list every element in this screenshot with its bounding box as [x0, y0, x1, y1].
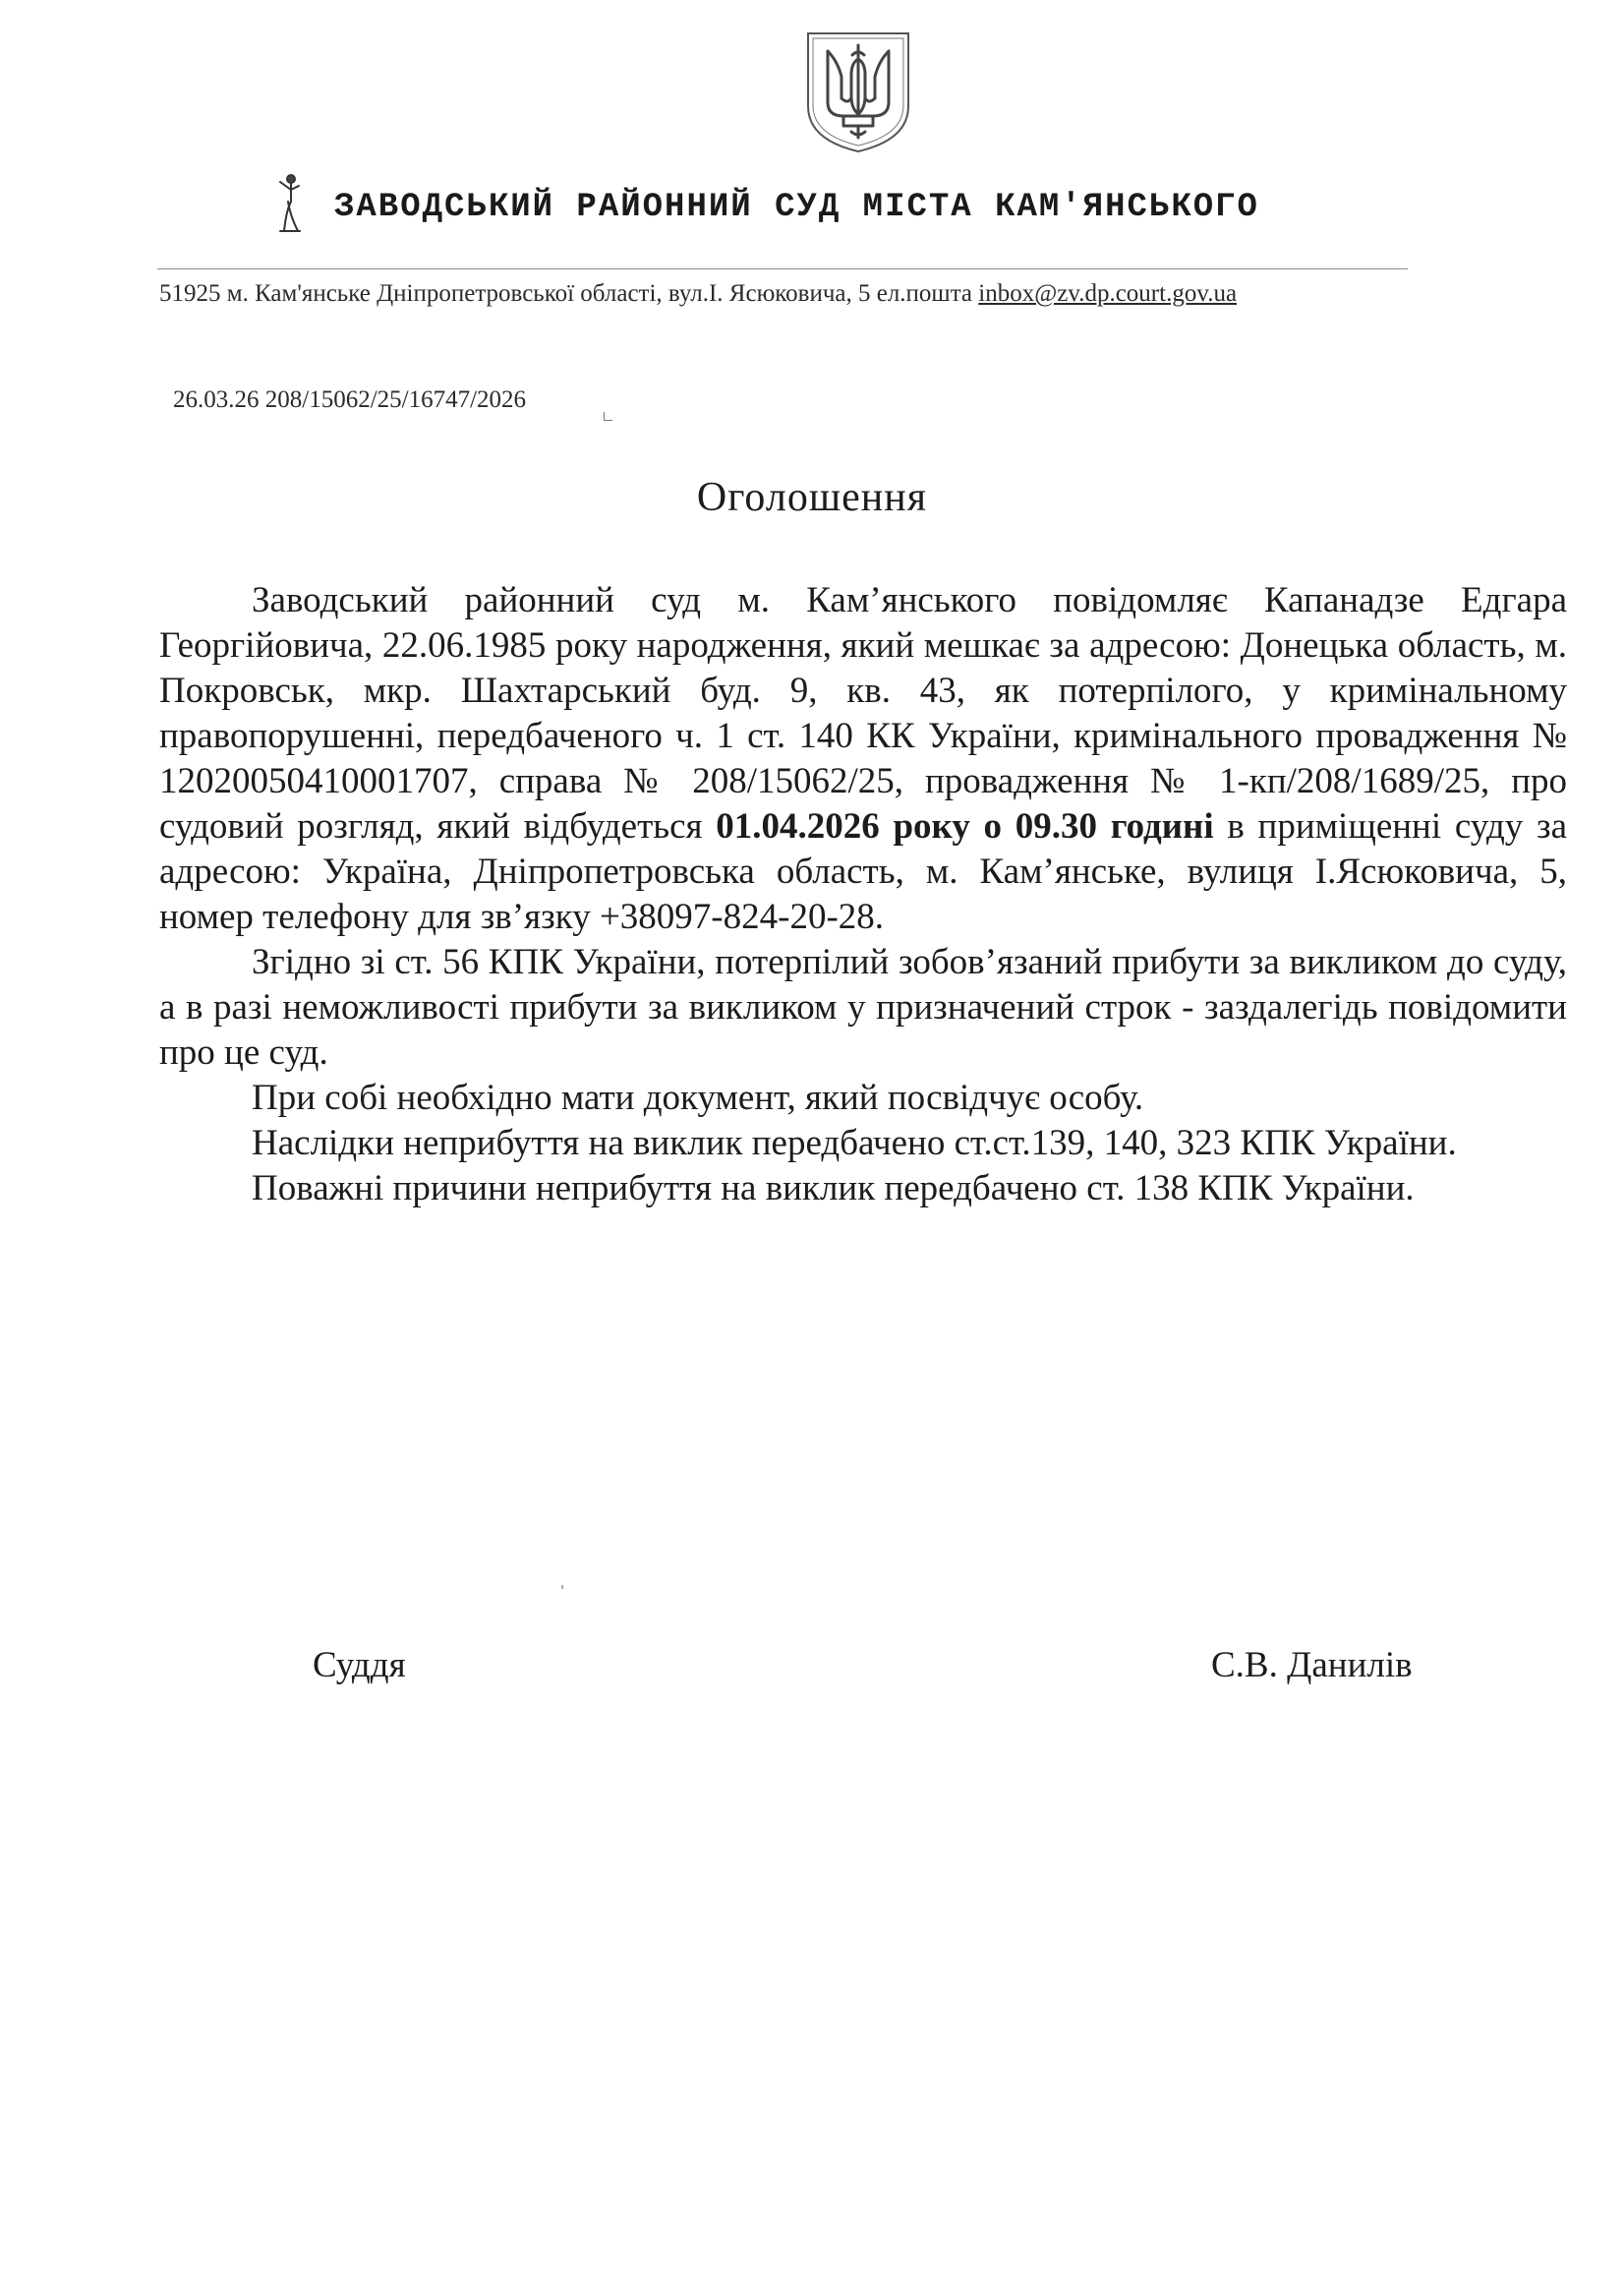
hearing-datetime: 01.04.2026 року о 09.30 годині [716, 806, 1214, 847]
court-email-link[interactable]: inbox@zv.dp.court.gov.ua [978, 280, 1238, 307]
paragraph-id-document: При собі необхідно мати документ, який посвідчує особу. [252, 1078, 1144, 1118]
judge-title: Суддя [313, 1645, 406, 1685]
court-address [159, 280, 1516, 308]
paragraph-consequences: Наслідки неприбуття на виклик передбачено ст.ст.139, 140, 323 КПК України. [252, 1123, 1457, 1163]
document-reference: 26.03.26 208/15062/25/16747/2026 [173, 386, 527, 413]
court-address-text: 51925 м. Кам'янське Дніпропетровської області, вул.І. Ясюковича, 5 ел.пошта [159, 280, 979, 307]
court-name-heading: ЗАВОДСЬКИЙ РАЙОННИЙ СУД МІСТА КАМ'ЯНСЬКОГО [334, 189, 1259, 226]
header-divider [157, 268, 1408, 269]
judge-name: С.В. Данилів [1211, 1645, 1413, 1685]
summons-text-1: Заводський районний суд м. Кам’янського повідомляє Капанадзе Едгара Георгійовича, 22.06.1985 року народження, який мешкає за адресою: Донецька область, м. Покровськ, мкр. Шахтарський буд. 9, кв. 43, як потерпілого, у кримінальному правопорушенні, передбаченого ч. 1 ст. 140 КК України, кримінального провадження № 12020050410001707, справа № 208/15062/25, провадження № 1-кп/208/1689/25, про судовий розгляд, який відбудеться [159, 580, 1567, 847]
document-title: Оголошення [696, 475, 928, 520]
paragraph-valid-reasons: Поважні причини неприбуття на виклик передбачено ст. 138 КПК України. [252, 1168, 1415, 1208]
announcement-body [159, 578, 1567, 1211]
coat-of-arms-icon [804, 29, 912, 155]
themis-icon [276, 172, 302, 237]
summons-text-2: в приміщенні суду за адресою: Україна, Дніпропетровська область, м. Кам’янське, вулиця І.Ясюковича, 5, номер телефону для зв’язку +38097-824-20-28. [159, 806, 1568, 937]
scan-speck [561, 1585, 563, 1589]
paragraph-obligation: Згідно зі ст. 56 КПК України, потерпілий зобов’язаний прибути за викликом до суду, а в разі неможливості прибути за викликом у призначений строк - заздалегідь повідомити про це суд. [159, 942, 1567, 1073]
reference-mark [604, 412, 612, 421]
paragraph-summons [159, 578, 1567, 940]
